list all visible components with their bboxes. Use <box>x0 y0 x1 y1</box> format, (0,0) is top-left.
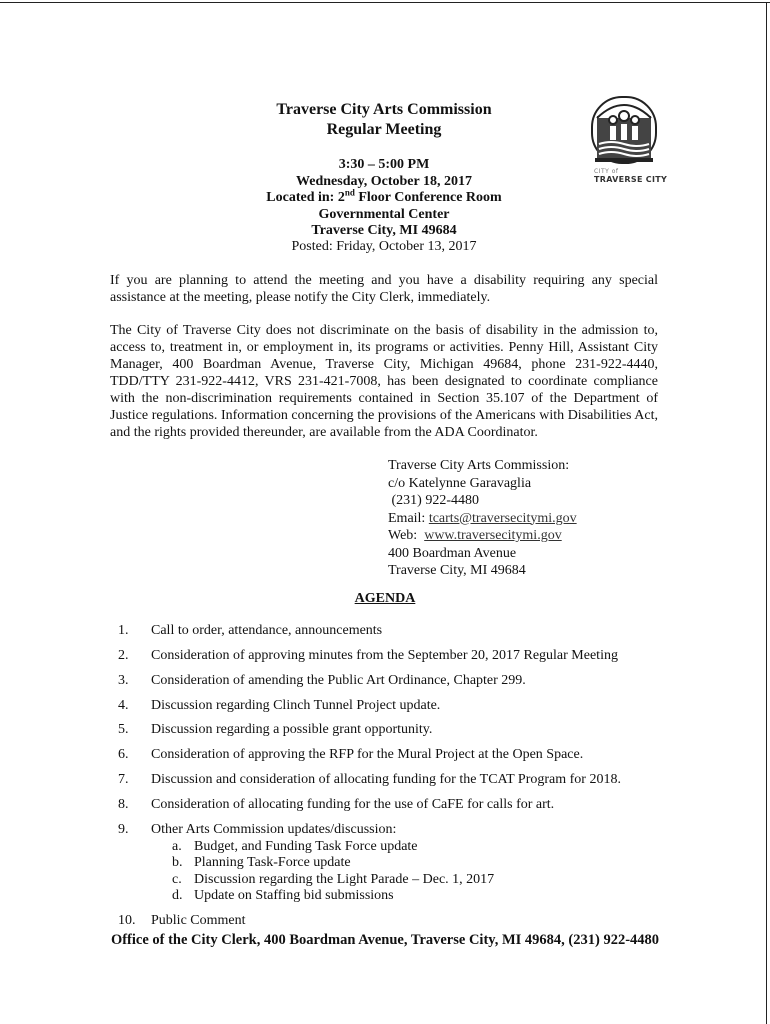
agenda-item: 5. Discussion regarding a possible grant opportunity. <box>118 722 433 737</box>
meeting-date: Wednesday, October 18, 2017 <box>296 174 472 189</box>
contact-city: Traverse City, MI 49684 <box>388 563 526 578</box>
email-link[interactable]: tcarts@traversecitymi.gov <box>428 510 577 526</box>
agenda-item: 6. Consideration of approving the RFP for the Mural Project at the Open Space. <box>118 747 584 762</box>
agenda-item: 10. Public Comment <box>118 913 246 928</box>
agenda-item: 2. Consideration of approving minutes from the September 20, 2017 Regular Meeting <box>118 648 618 663</box>
nondiscrimination-notice: The City of Traverse City does not discriminate on the basis of disability in the admission to, access to, treatment in, or employment in, its programs or activities. Penny Hill, Assistant City Manager, 400 Boardman Avenue, Traverse City, Michigan 49684, phone 231-922-4440, TDD/TTY 231-922-4412, VRS 231-421-7008, has been designated to coordinate compliance with the non-discrimination requirements contained in Section 35.107 of the Department of Justice regulations. Information concerning the provisions of the Americans with Disabilities Act, and the rights provided thereunder, are available from the ADA Coordinator. <box>110 323 658 440</box>
contact-web-line: Web: www.traversecitymi.gov <box>388 528 562 543</box>
agenda-item: 3. Consideration of amending the Public Art Ordinance, Chapter 299. <box>118 673 526 688</box>
meeting-time: 3:30 – 5:00 PM <box>338 157 430 172</box>
agenda-heading: AGENDA <box>354 591 416 606</box>
agenda-subitem: b. Planning Task-Force update <box>172 855 351 870</box>
logo-name: TRAVERSE CITY <box>594 175 668 184</box>
posted-date: Posted: Friday, October 13, 2017 <box>291 239 477 254</box>
agenda-item: 7. Discussion and consideration of allocating funding for the TCAT Program for 2018. <box>118 772 621 787</box>
meeting-building: Governmental Center <box>318 207 450 222</box>
disability-notice: If you are planning to attend the meeting and you have a disability requiring any special assistance at the meeting, please notify the City Clerk, immediately. <box>110 273 658 305</box>
meeting-title: Traverse City Arts Commission <box>276 101 492 118</box>
contact-phone: (231) 922-4480 <box>391 493 479 508</box>
agenda-item: 1. Call to order, attendance, announcements <box>118 623 383 638</box>
meeting-city: Traverse City, MI 49684 <box>311 223 457 238</box>
agenda-subitem: d. Update on Staffing bid submissions <box>172 888 394 903</box>
meeting-type: Regular Meeting <box>326 121 442 138</box>
meeting-location: Located in: 2nd Floor Conference Room <box>266 187 502 205</box>
traverse-city-seal-icon <box>591 96 657 164</box>
contact-street: 400 Boardman Avenue <box>388 545 517 561</box>
contact-block <box>388 457 577 580</box>
contact-care-of: c/o Katelynne Garavaglia <box>388 475 532 491</box>
contact-org: Traverse City Arts Commission: <box>388 458 570 473</box>
agenda-item: 9. Other Arts Commission updates/discussion: <box>118 822 397 837</box>
right-border <box>766 2 767 1024</box>
logo-city-label: CITY of <box>594 168 619 175</box>
top-border <box>0 2 770 3</box>
footer-clerk-office: Office of the City Clerk, 400 Boardman Avenue, Traverse City, MI 49684, (231) 922-4480 <box>110 932 660 948</box>
agenda-item: 4. Discussion regarding Clinch Tunnel Project update. <box>118 698 441 713</box>
agenda-item: 8. Consideration of allocating funding for the use of CaFE for calls for art. <box>118 797 555 812</box>
web-link[interactable]: www.traversecitymi.gov <box>424 528 562 543</box>
contact-email-line: Email: tcarts@traversecitymi.gov <box>388 510 577 526</box>
agenda-subitem: a. Budget, and Funding Task Force update <box>172 839 418 854</box>
agenda-subitem: c. Discussion regarding the Light Parade – Dec. 1, 2017 <box>172 872 495 887</box>
